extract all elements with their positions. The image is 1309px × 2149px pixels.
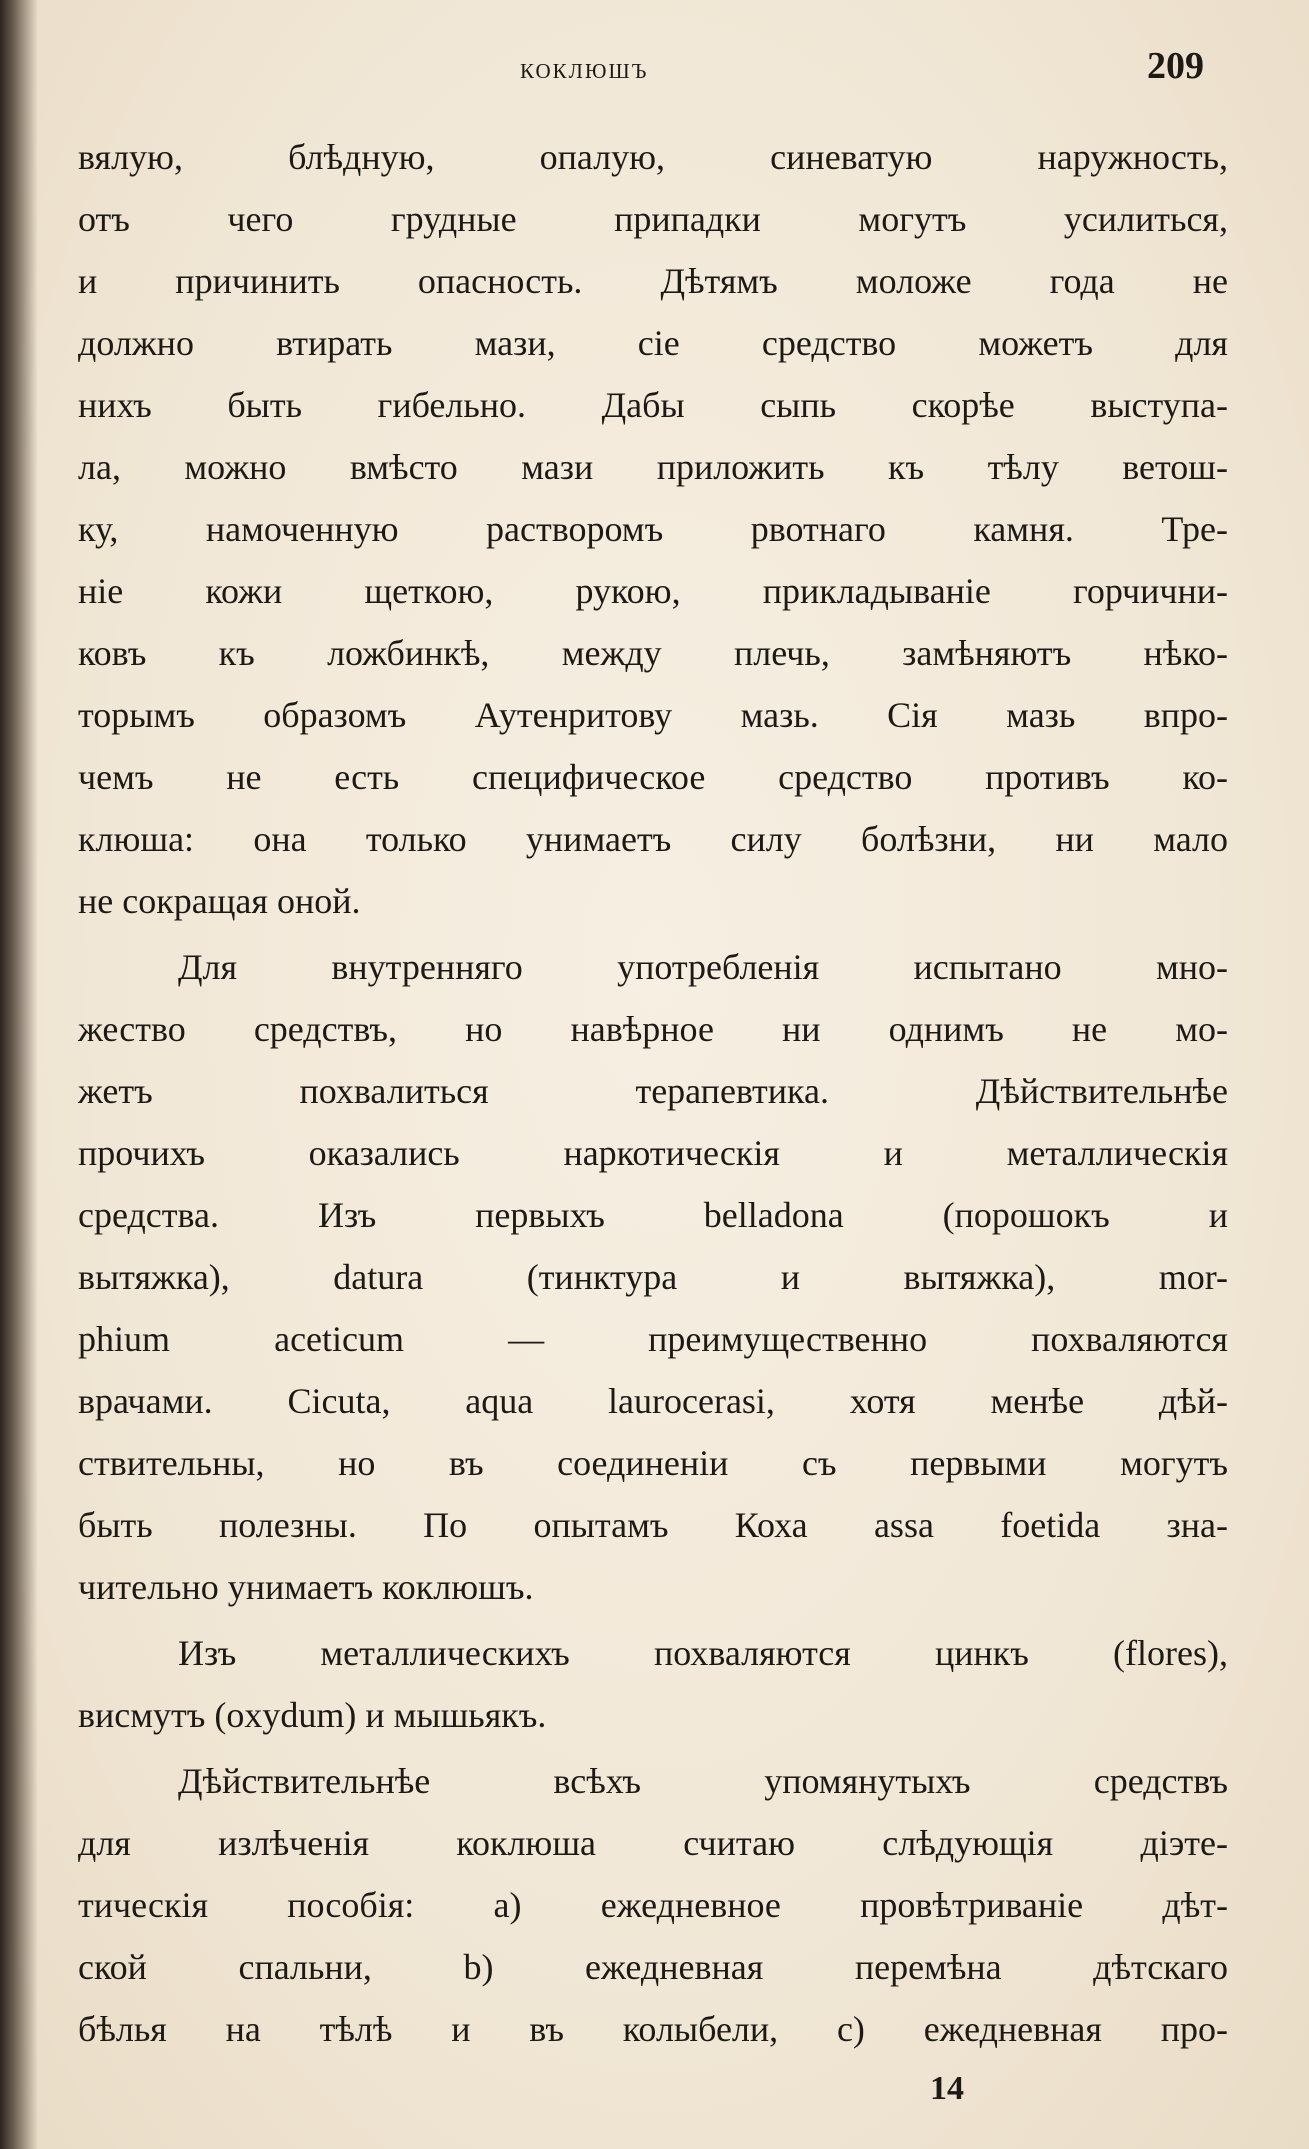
text-line: жетъ похвалиться терапевтика. Дѣйствительнѣе [78, 1071, 1228, 1111]
text-line: торымъ образомъ Аутенритову мазь. Сія мазь впро- [78, 695, 1228, 735]
signature-mark: 14 [930, 2070, 964, 2107]
page-number: 209 [1147, 45, 1204, 87]
text-line: ской спальни, b) ежедневная перемѣна дѣтскаго [78, 1947, 1228, 1987]
text-line: вялую, блѣдную, опалую, синеватую наружность, [78, 137, 1228, 177]
text-line: ку, намоченную растворомъ рвотнаго камня. Тре- [78, 509, 1228, 549]
text-line: Дѣйствительнѣе всѣхъ упомянутыхъ средствъ [178, 1761, 1228, 1801]
text-line: висмутъ (oxydum) и мышьякъ. [78, 1695, 547, 1735]
text-line: средства. Изъ первыхъ belladona (порошокъ и [78, 1195, 1228, 1235]
text-line: и причинить опасность. Дѣтямъ моложе года не [78, 261, 1228, 301]
text-line: ковъ къ ложбинкѣ, между плечь, замѣняютъ нѣко- [78, 633, 1228, 673]
text-line: чительно унимаетъ коклюшъ. [78, 1567, 534, 1607]
text-line: прочихъ оказались наркотическія и металлическія [78, 1133, 1228, 1173]
text-line: нихъ быть гибельно. Дабы сыпь скорѣе выступа- [78, 385, 1228, 425]
running-title: коклюшъ [520, 52, 649, 85]
text-line: вытяжка), datura (тинктура и вытяжка), mor- [78, 1257, 1228, 1297]
text-line: отъ чего грудные припадки могутъ усилиться, [78, 199, 1228, 239]
text-line: чемъ не есть специфическое средство противъ ко- [78, 757, 1228, 797]
text-line: phium aceticum — преимущественно похваляются [78, 1319, 1228, 1359]
text-line: Для внутренняго употребленія испытано мно- [178, 947, 1228, 987]
text-line: не сокращая оной. [78, 881, 361, 921]
text-line: Изъ металлическихъ похваляются цинкъ (flores), [178, 1633, 1228, 1673]
text-line: тическія пособія: a) ежедневное провѣтриваніе дѣт- [78, 1885, 1228, 1925]
text-line: врачами. Cicuta, aqua laurocerasi, хотя менѣе дѣй- [78, 1381, 1228, 1421]
binding-shadow [0, 0, 38, 2149]
text-line: жество средствъ, но навѣрное ни однимъ не мо- [78, 1009, 1228, 1049]
text-line: для излѣченія коклюша считаю слѣдующія діэте- [78, 1823, 1228, 1863]
text-line: ніе кожи щеткою, рукою, прикладываніе горчични- [78, 571, 1228, 611]
text-line: бѣлья на тѣлѣ и въ колыбели, c) ежедневная про- [78, 2009, 1228, 2049]
running-head [0, 44, 1309, 104]
text-line: быть полезны. По опытамъ Коха assa foetida зна- [78, 1505, 1228, 1545]
text-line: ствительны, но въ соединеніи съ первыми могутъ [78, 1443, 1228, 1483]
text-line: клюша: она только унимаетъ силу болѣзни, ни мало [78, 819, 1228, 859]
body-text [78, 126, 1228, 2060]
text-line: ла, можно вмѣсто мази приложить къ тѣлу ветош- [78, 447, 1228, 487]
text-line: должно втирать мази, сіе средство можетъ для [78, 323, 1228, 363]
